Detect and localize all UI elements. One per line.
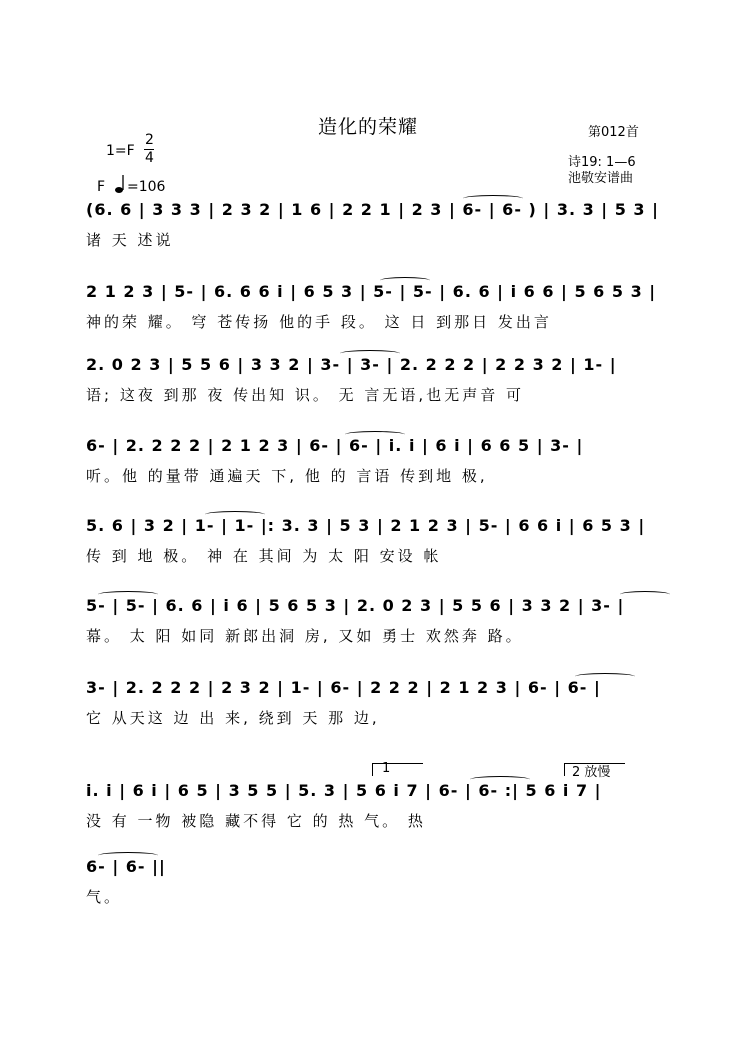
lyric-row-9: 气。 xyxy=(86,888,123,906)
slur-mark xyxy=(98,591,158,598)
slur-mark xyxy=(575,673,635,680)
lyric-row-8: 没 有 一物 被隐 藏不得 它 的 热 气。 热 xyxy=(86,812,426,830)
lyric-row-6: 幕。 太 阳 如同 新郎出洞 房, 又如 勇士 欢然奔 路。 xyxy=(86,627,524,645)
lyric-row-3: 语; 这夜 到那 夜 传出知 识。 无 言无语,也无声音 可 xyxy=(86,386,524,404)
slur-mark xyxy=(205,511,265,518)
lyric-row-1: 诸 天 述说 xyxy=(86,231,174,249)
notation-row-1: (6. 6 | 3 3 3 | 2 3 2 | 1 6 | 2 2 1 | 2 3 | 6- | 6- ) | 3. 3 | 5 3 | xyxy=(86,200,659,219)
notation-row-8: i. i | 6 i | 6 5 | 3 5 5 | 5. 3 | 5 6 i 7 | 6- | 6- :| 5 6 i 7 | xyxy=(86,781,602,800)
notation-row-6: 5- | 5- | 6. 6 | i 6 | 5 6 5 3 | 2. 0 2 3 | 5 5 6 | 3 3 2 | 3- | xyxy=(86,596,625,615)
key-signature: 1=F xyxy=(106,143,135,159)
lyric-row-2: 神的荣 耀。 穹 苍传扬 他的手 段。 这 日 到那日 发出言 xyxy=(86,313,552,331)
slur-mark xyxy=(340,350,400,357)
song-number: 第012首 xyxy=(588,125,639,140)
time-signature-top: 2 xyxy=(145,132,154,148)
song-title: 造化的荣耀 xyxy=(318,116,419,138)
slur-mark xyxy=(463,195,523,202)
first-ending-label: 1 xyxy=(382,761,391,776)
slur-mark xyxy=(380,277,430,284)
notation-row-4: 6- | 2. 2 2 2 | 2 1 2 3 | 6- | 6- | i. i | 6 i | 6 6 5 | 3- | xyxy=(86,436,584,455)
notation-row-3: 2. 0 2 3 | 5 5 6 | 3 3 2 | 3- | 3- | 2. 2 2 2 | 2 2 3 2 | 1- | xyxy=(86,355,617,374)
scripture-reference: 诗19: 1—6 xyxy=(568,155,636,170)
notation-row-7: 3- | 2. 2 2 2 | 2 3 2 | 1- | 6- | 2 2 2 | 2 1 2 3 | 6- | 6- | xyxy=(86,678,601,697)
notation-row-9: 6- | 6- || xyxy=(86,857,166,876)
tempo-prefix: F xyxy=(97,179,106,195)
first-ending-bracket xyxy=(372,763,423,776)
notation-row-2: 2 1 2 3 | 5- | 6. 6 6 i | 6 5 3 | 5- | 5- | 6. 6 | i 6 6 | 5 6 5 3 | xyxy=(86,282,657,301)
second-ending-label: 2 放慢 xyxy=(572,765,611,780)
tempo-value: =106 xyxy=(127,179,166,195)
slur-mark xyxy=(470,776,530,783)
lyric-row-4: 听。他 的量带 通遍天 下, 他 的 言语 传到地 极, xyxy=(86,467,488,485)
composer-credit: 池敬安谱曲 xyxy=(568,171,634,186)
lyric-row-7: 它 从天这 边 出 来, 绕到 天 那 边, xyxy=(86,709,380,727)
quarter-note-icon xyxy=(114,174,126,194)
slur-mark xyxy=(98,852,158,859)
time-signature-bottom: 4 xyxy=(145,150,154,166)
slur-mark xyxy=(620,591,670,598)
notation-row-5: 5. 6 | 3 2 | 1- | 1- |: 3. 3 | 5 3 | 2 1 2 3 | 5- | 6 6 i | 6 5 3 | xyxy=(86,516,646,535)
slur-mark xyxy=(345,431,405,438)
lyric-row-5: 传 到 地 极。 神 在 其间 为 太 阳 安设 帐 xyxy=(86,547,442,565)
